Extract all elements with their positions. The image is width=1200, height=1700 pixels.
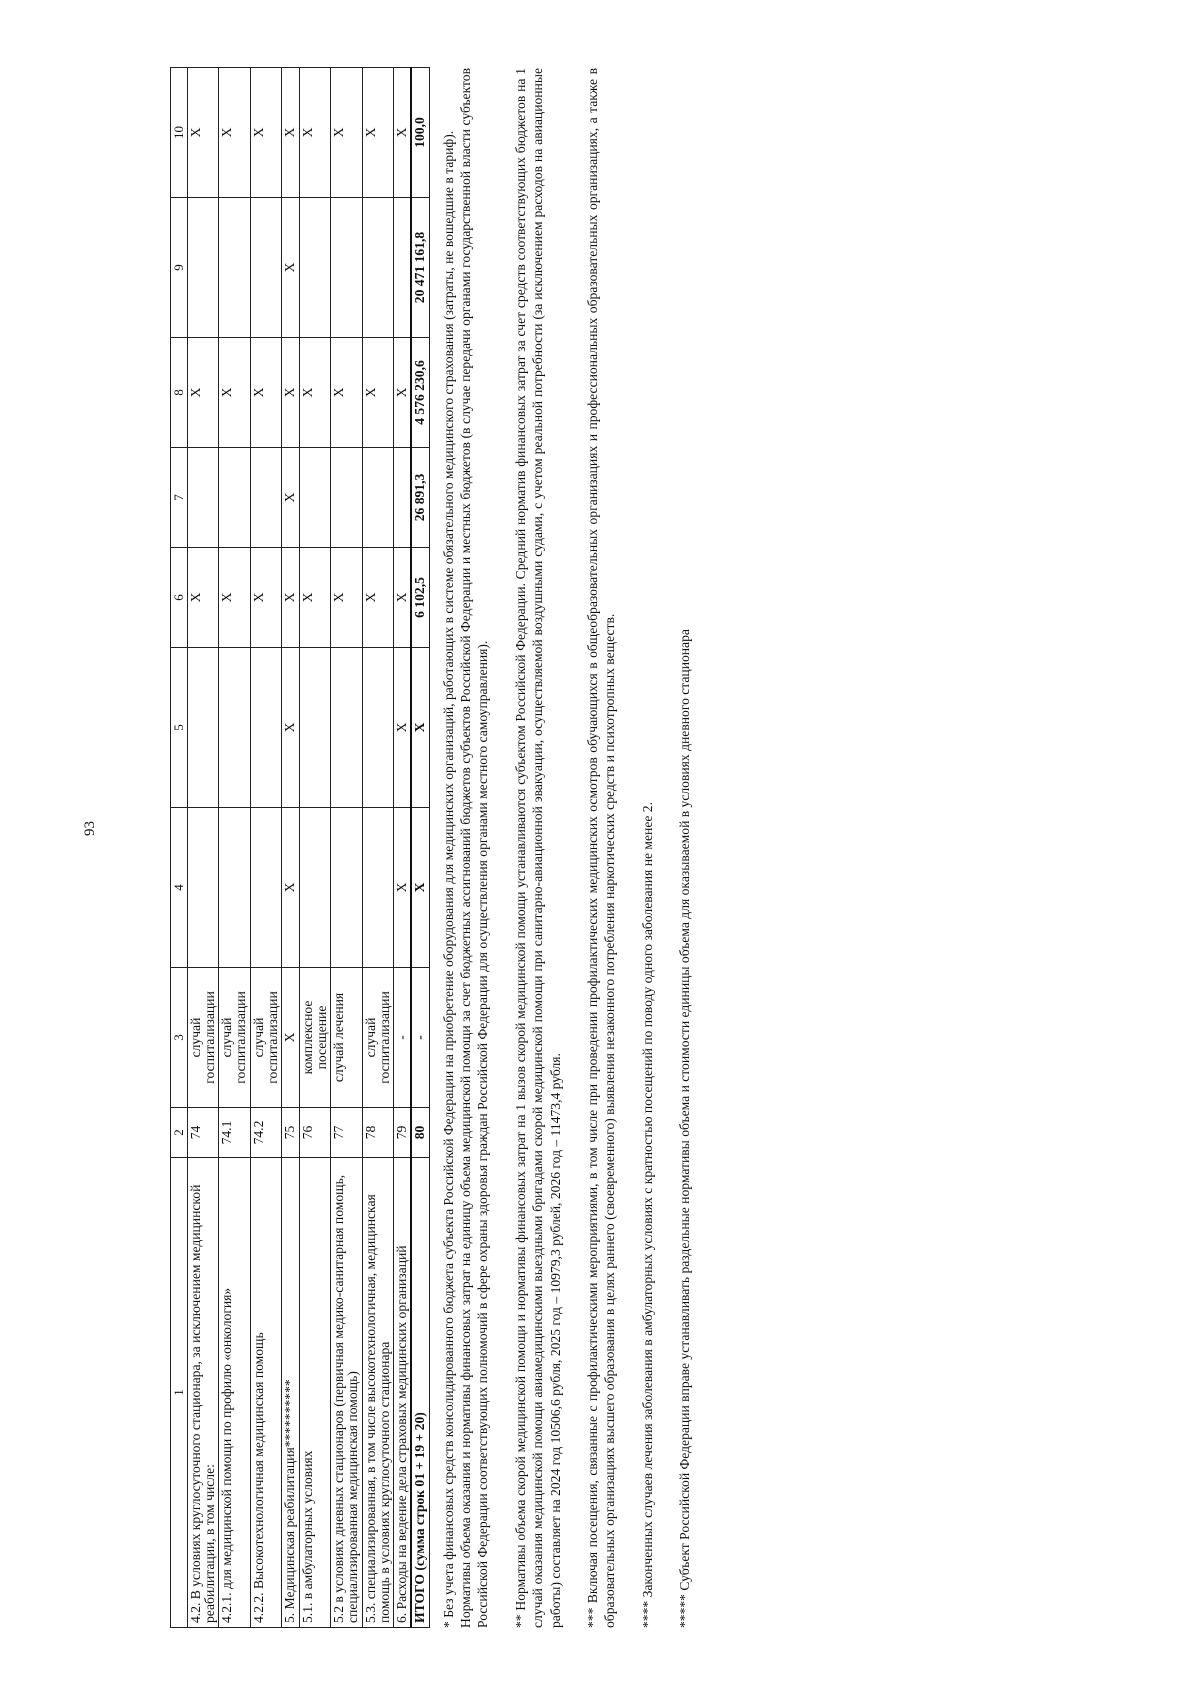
table-cell [299, 448, 331, 548]
table-cell: X [250, 338, 282, 448]
table-cell: 79 [394, 1108, 412, 1158]
normative-table [170, 67, 430, 1628]
table-cell [187, 198, 219, 338]
table-cell: X [394, 338, 412, 448]
footnote-5: ***** Субъект Российской Федерации вправе устанавливать раздельные нормативы объема и стоимости единицы объема для оказываемой в условиях дневного стационара [677, 629, 693, 1628]
footnotes [440, 68, 694, 1628]
table-cell [394, 198, 412, 338]
table-cell [362, 808, 394, 968]
table-cell: 74 [187, 1108, 219, 1158]
table-cell: случай лечения [331, 968, 363, 1108]
table-cell: ИТОГО (сумма строк 01 + 19 + 20) [411, 1158, 429, 1628]
table-cell: комплексное посещение [299, 968, 331, 1108]
table-cell: - [394, 968, 412, 1108]
table-cell: X [187, 68, 219, 198]
table-row [282, 68, 299, 1628]
table-cell [187, 448, 219, 548]
table-cell: 3 [171, 968, 188, 1108]
table-cell [187, 648, 219, 808]
footnote-4: **** Законченных случаев лечения заболевания в амбулаторных условиях с кратностью посещений по поводу одного заболевания не менее 2. [639, 802, 655, 1628]
table-cell: X [394, 648, 412, 808]
table-cell: X [331, 548, 363, 648]
table-cell [299, 808, 331, 968]
rotated-page-content [170, 68, 1110, 1628]
table-cell: X [282, 198, 299, 338]
table-row [394, 68, 412, 1628]
table-cell: X [394, 68, 412, 198]
table-cell [394, 448, 412, 548]
footnote-1-continued: Нормативы объема оказания и нормативы финансовых затрат на единицу объема медицинской помощи за счет бюджетных ассигнований бюджетов субъектов Российской Федерации и местных бюджетов (в случае передачи органами государственной власти субъектов Российской Федерации соответствующих полномочий в сфере охраны здоровья граждан Российской Федерации для осуществления органами местного самоуправления). [458, 68, 491, 1628]
table-cell: X [187, 548, 219, 648]
table-cell: X [394, 808, 412, 968]
table-cell: X [282, 448, 299, 548]
table-cell [362, 198, 394, 338]
table-cell: случай госпитализации [219, 968, 251, 1108]
table-cell: X [331, 338, 363, 448]
table-cell [331, 198, 363, 338]
table-cell [362, 448, 394, 548]
table-cell [299, 648, 331, 808]
table-cell: X [362, 338, 394, 448]
table-cell: X [282, 808, 299, 968]
table-cell: X [187, 338, 219, 448]
table-cell: 6. Расходы на ведение дела страховых медицинских организаций [394, 1158, 412, 1628]
table-cell: - [411, 968, 429, 1108]
table-cell: X [219, 338, 251, 448]
table-cell [362, 648, 394, 808]
table-header-row [171, 68, 188, 1628]
table-cell: 4.2. В условиях круглосуточного стационара, за исключением медицинской реабилитации, в том числе: [187, 1158, 219, 1628]
table-cell: X [219, 548, 251, 648]
table-cell: X [331, 68, 363, 198]
table-cell [219, 198, 251, 338]
table-cell [219, 808, 251, 968]
table-row [331, 68, 363, 1628]
table-cell: 4 [171, 808, 188, 968]
table-cell: 6 102,5 [411, 548, 429, 648]
table-cell [331, 808, 363, 968]
footnote-3: *** Включая посещения, связанные с профилактическими мероприятиями, в том числе при проведении профилактических медицинских осмотров обучающихся в общеобразовательных организациях и профессиональных образовательных организациях, а также в образовательных организациях высшего образования в целях раннего (своевременного) выявления незаконного потребления наркотических средств и психотропных веществ. [584, 68, 618, 1628]
table-cell: 78 [362, 1108, 394, 1158]
table-cell: 26 891,3 [411, 448, 429, 548]
table-total-row [411, 68, 429, 1628]
table-row [362, 68, 394, 1628]
table-cell: случай госпитализации [362, 968, 394, 1108]
table-cell: 5 [171, 648, 188, 808]
table-cell: 100,0 [411, 68, 429, 198]
table-cell: X [394, 548, 412, 648]
table-cell: X [219, 68, 251, 198]
table-row [299, 68, 331, 1628]
table-cell: X [282, 68, 299, 198]
table-cell: 10 [171, 68, 188, 198]
table-cell [250, 808, 282, 968]
table-row [219, 68, 251, 1628]
table-cell [299, 198, 331, 338]
table-cell: 6 [171, 548, 188, 648]
table-cell [250, 448, 282, 548]
table-cell: X [362, 68, 394, 198]
table-cell: X [411, 808, 429, 968]
table-cell: X [250, 548, 282, 648]
table-cell: 7 [171, 448, 188, 548]
table-cell: 76 [299, 1108, 331, 1158]
table-cell: случай госпитализации [187, 968, 219, 1108]
table-cell: 5.1. в амбулаторных условиях [299, 1158, 331, 1628]
table-cell: X [299, 68, 331, 198]
table-cell [187, 808, 219, 968]
table-cell: 9 [171, 198, 188, 338]
table-cell: 4 576 230,6 [411, 338, 429, 448]
table-cell: X [299, 338, 331, 448]
table-cell: X [282, 338, 299, 448]
table-cell: X [299, 548, 331, 648]
table-cell: 4.2.1. для медицинской помощи по профилю «онкология» [219, 1158, 251, 1628]
table-cell [250, 648, 282, 808]
table-cell: X [250, 68, 282, 198]
table-cell: X [411, 648, 429, 808]
table-cell: случай госпитализации [250, 968, 282, 1108]
page-number: 93 [82, 821, 98, 836]
table-cell: 5. Медицинская реабилитация********** [282, 1158, 299, 1628]
table-cell: 8 [171, 338, 188, 448]
table-cell: 75 [282, 1108, 299, 1158]
table-cell: 74.2 [250, 1108, 282, 1158]
table-cell [331, 448, 363, 548]
table-cell: 1 [171, 1158, 188, 1628]
footnote-2: ** Нормативы объема скорой медицинской помощи и нормативы финансовых затрат на 1 вызов скорой медицинской помощи устанавливаются субъектом Российской Федерации. Средний норматив финансовых затрат за счет средств соответствующих бюджетов на 1 случай оказания медицинской помощи авиамедицинскими выездными бригадами скорой медицинской помощи при санитарно-авиационной эвакуации, осуществляемой воздушными судами, с учетом реальной потребности (за исключением расходов на авиационные работы) составляет на 2024 год 10506,6 рубля, 2025 год – 10979,3 рублей, 2026 год – 11473,4 рубля. [512, 68, 563, 1628]
footnote-1: * Без учета финансовых средств консолидированного бюджета субъекта Российской Федерации на приобретение оборудования для медицинских организаций, работающих в системе обязательного медицинского страхования (затраты, не вошедшие в тариф). [440, 130, 456, 1628]
table-cell [250, 198, 282, 338]
table-cell: 77 [331, 1108, 363, 1158]
table-cell [219, 648, 251, 808]
table-cell: 5.2 в условиях дневных стационаров (первичная медико-санитарная помощь, специализированная медицинская помощь) [331, 1158, 363, 1628]
table-cell: 5.3. специализированная, в том числе высокотехнологичная, медицинская помощь в условиях круглосуточного стационара [362, 1158, 394, 1628]
table-row [187, 68, 219, 1628]
table-cell: 20 471 161,8 [411, 198, 429, 338]
table-cell: X [282, 548, 299, 648]
table-cell: X [282, 648, 299, 808]
table-cell [331, 648, 363, 808]
table-cell: 2 [171, 1108, 188, 1158]
table-cell: X [362, 548, 394, 648]
table-cell: 74.1 [219, 1108, 251, 1158]
table-cell: 4.2.2. Высокотехнологичная медицинская помощь [250, 1158, 282, 1628]
table-cell: 80 [411, 1108, 429, 1158]
table-cell [219, 448, 251, 548]
table-row [250, 68, 282, 1628]
table-cell: X [282, 968, 299, 1108]
